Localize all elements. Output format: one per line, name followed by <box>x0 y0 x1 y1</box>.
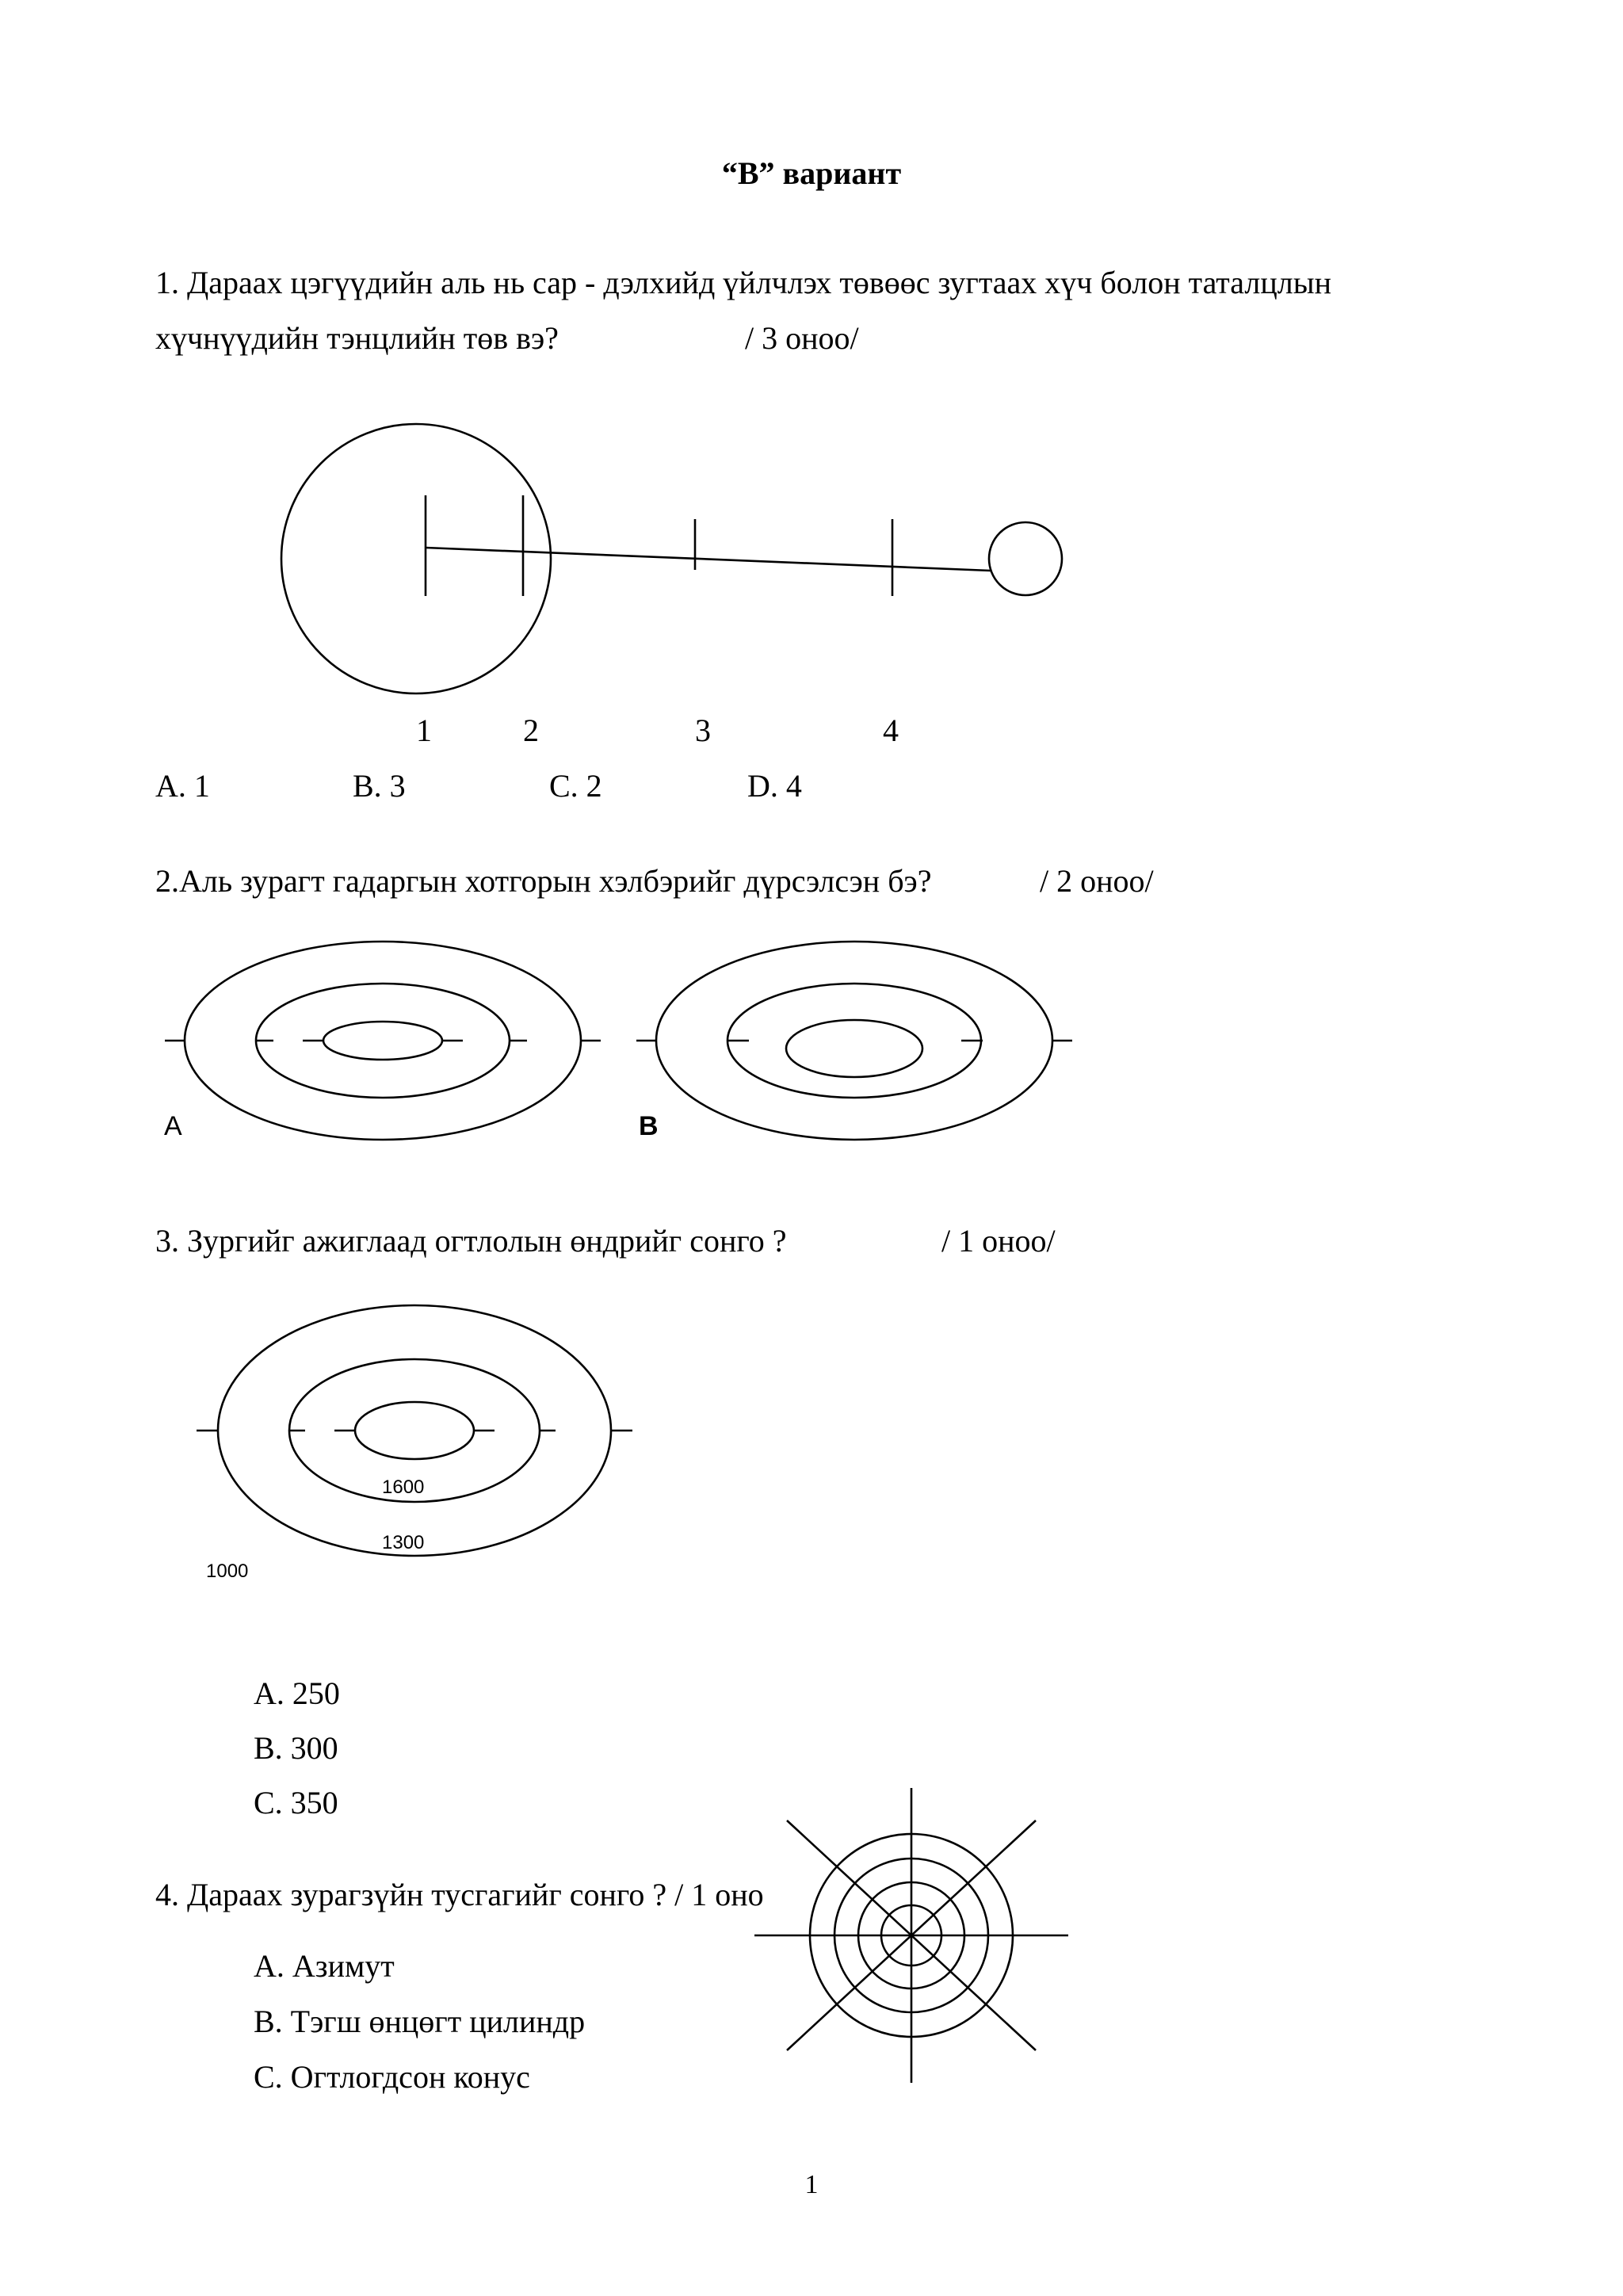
contour-label-1600: 1600 <box>382 1477 425 1498</box>
q2-label-a: A <box>164 1111 182 1141</box>
q1-label-2: 2 <box>523 712 539 748</box>
q4-option-c[interactable]: C. Огтлогдсон конус <box>254 2059 530 2095</box>
q1-label-4: 4 <box>883 712 899 748</box>
q2-text: 2.Аль зурагт гадаргын хотгорын хэлбэрийг дүрсэлсэн бэ? <box>155 863 932 899</box>
q1-points: / 3 оноо/ <box>745 320 859 356</box>
q3-option-a[interactable]: A. 250 <box>254 1675 340 1711</box>
page-number: 1 <box>804 2170 819 2199</box>
q2-label-b: B <box>639 1111 659 1141</box>
q1-option-a[interactable]: A. 1 <box>155 768 210 804</box>
page-title: “B” вариант <box>721 155 902 191</box>
q1-option-d[interactable]: D. 4 <box>747 768 802 804</box>
q2-figure-a <box>165 942 601 1140</box>
q1-label-1: 1 <box>416 712 432 748</box>
earth-circle <box>281 424 551 693</box>
earth-moon-line <box>426 548 991 571</box>
q2-points: / 2 оноо/ <box>1040 863 1154 899</box>
q4-option-a[interactable]: A. Азимут <box>254 1948 395 1984</box>
q1-option-c[interactable]: C. 2 <box>549 768 602 804</box>
moon-circle <box>989 522 1062 595</box>
q3-option-b[interactable]: B. 300 <box>254 1730 338 1766</box>
q3-text: 3. Зургийг ажиглаад огтлолын өндрийг сонго ? <box>155 1223 787 1259</box>
q4-option-b[interactable]: B. Тэгш өнцөгт цилиндр <box>254 2004 586 2039</box>
q1-text-line1: 1. Дараах цэгүүдийн аль нь сар - дэлхийд үйлчлэх төвөөс зугтаах хүч болон таталцлын <box>155 265 1331 300</box>
q1-option-b[interactable]: B. 3 <box>353 768 406 804</box>
q2-figure-b <box>636 942 1072 1140</box>
q1-text-line2: хүчнүүдийн тэнцлийн төв вэ? <box>155 320 559 356</box>
q4-text: 4. Дараах зурагзүйн тусгагийг сонго ? / 1 оно <box>155 1877 764 1912</box>
contour-label-1000: 1000 <box>206 1561 249 1582</box>
q3-option-c[interactable]: C. 350 <box>254 1785 338 1820</box>
q3-points: / 1 оноо/ <box>941 1223 1056 1259</box>
contour-label-1300: 1300 <box>382 1532 425 1553</box>
q1-label-3: 3 <box>695 712 711 748</box>
